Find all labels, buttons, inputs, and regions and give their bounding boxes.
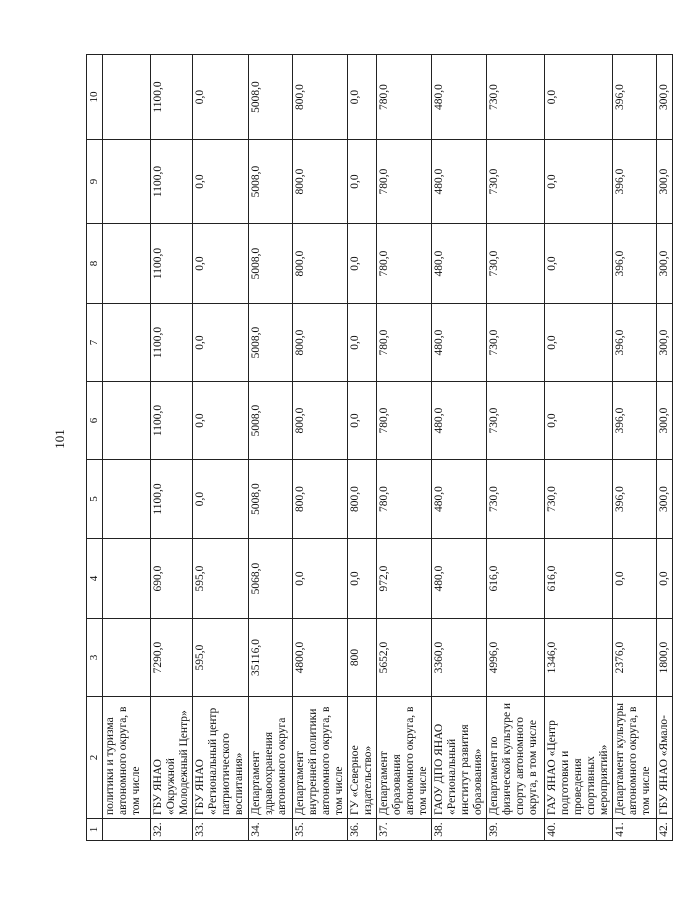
value-cell: 800 xyxy=(348,619,377,697)
page-number: 101 xyxy=(52,429,67,449)
value-cell: 800,0 xyxy=(348,460,377,539)
value-cell: 300,0 xyxy=(657,304,673,382)
value-cell: 0,0 xyxy=(193,460,249,539)
value-cell: 1100,0 xyxy=(151,224,193,304)
value-cell: 480,0 xyxy=(432,382,487,460)
value-cell: 800,0 xyxy=(293,55,348,140)
header-cell: 5 xyxy=(87,460,103,539)
row-number-cell: 39. xyxy=(487,819,545,841)
value-cell: 0,0 xyxy=(348,382,377,460)
value-cell: 690,0 xyxy=(151,539,193,619)
name-cell: ГУ «Северное издательство» xyxy=(348,697,377,819)
value-cell: 480,0 xyxy=(432,539,487,619)
value-cell: 780,0 xyxy=(377,382,432,460)
value-cell: 300,0 xyxy=(657,460,673,539)
table-row xyxy=(432,55,487,841)
value-cell: 800,0 xyxy=(293,224,348,304)
value-cell: 300,0 xyxy=(657,55,673,140)
value-cell: 730,0 xyxy=(487,140,545,224)
value-cell: 0,0 xyxy=(193,55,249,140)
value-cell: 480,0 xyxy=(432,460,487,539)
value-cell: 0,0 xyxy=(193,224,249,304)
value-cell: 5008,0 xyxy=(249,304,293,382)
value-cell xyxy=(103,224,151,304)
value-cell: 780,0 xyxy=(377,224,432,304)
header-cell: 9 xyxy=(87,140,103,224)
table-row xyxy=(293,55,348,841)
value-cell: 800,0 xyxy=(293,460,348,539)
value-cell: 1346,0 xyxy=(545,619,613,697)
value-cell: 1100,0 xyxy=(151,382,193,460)
value-cell: 616,0 xyxy=(487,539,545,619)
value-cell: 300,0 xyxy=(657,382,673,460)
table-row xyxy=(657,55,673,841)
value-cell: 780,0 xyxy=(377,55,432,140)
name-cell: ГБУ ЯНАО «Ямало- xyxy=(657,697,673,819)
value-cell xyxy=(103,539,151,619)
table-row xyxy=(487,55,545,841)
header-cell: 10 xyxy=(87,55,103,140)
name-cell: Департамент образования автономного округа, в том числе xyxy=(377,697,432,819)
budget-table xyxy=(86,54,673,841)
value-cell: 396,0 xyxy=(613,382,657,460)
name-cell: ГАОУ ДПО ЯНАО «Региональный институт развития образования» xyxy=(432,697,487,819)
value-cell: 780,0 xyxy=(377,304,432,382)
value-cell: 780,0 xyxy=(377,460,432,539)
row-number-cell: 41. xyxy=(613,819,657,841)
value-cell: 2376,0 xyxy=(613,619,657,697)
value-cell: 35116,0 xyxy=(249,619,293,697)
value-cell: 0,0 xyxy=(348,304,377,382)
value-cell: 1100,0 xyxy=(151,304,193,382)
value-cell: 396,0 xyxy=(613,55,657,140)
header-row xyxy=(87,55,103,841)
value-cell: 4800,0 xyxy=(293,619,348,697)
name-cell: Департамент здравоохранения автономного округа xyxy=(249,697,293,819)
value-cell: 0,0 xyxy=(348,140,377,224)
value-cell xyxy=(103,55,151,140)
value-cell: 972,0 xyxy=(377,539,432,619)
value-cell: 800,0 xyxy=(293,304,348,382)
value-cell: 396,0 xyxy=(613,460,657,539)
value-cell: 0,0 xyxy=(193,382,249,460)
value-cell: 0,0 xyxy=(545,140,613,224)
value-cell: 0,0 xyxy=(657,539,673,619)
header-cell: 6 xyxy=(87,382,103,460)
value-cell: 0,0 xyxy=(545,382,613,460)
header-cell: 7 xyxy=(87,304,103,382)
value-cell: 3360,0 xyxy=(432,619,487,697)
row-number-cell: 32. xyxy=(151,819,193,841)
table-row xyxy=(613,55,657,841)
row-number-cell: 38. xyxy=(432,819,487,841)
value-cell: 0,0 xyxy=(193,140,249,224)
value-cell: 480,0 xyxy=(432,55,487,140)
name-cell: ГБУ ЯНАО «Окружной Молодежный Центр» xyxy=(151,697,193,819)
row-number-cell: 42. xyxy=(657,819,673,841)
row-number-cell: 35. xyxy=(293,819,348,841)
value-cell: 1100,0 xyxy=(151,140,193,224)
value-cell: 1100,0 xyxy=(151,460,193,539)
value-cell xyxy=(103,382,151,460)
header-cell: 3 xyxy=(87,619,103,697)
value-cell: 800,0 xyxy=(293,140,348,224)
value-cell xyxy=(103,140,151,224)
header-cell: 4 xyxy=(87,539,103,619)
value-cell: 1100,0 xyxy=(151,55,193,140)
value-cell: 595,0 xyxy=(193,539,249,619)
value-cell: 0,0 xyxy=(545,224,613,304)
value-cell: 0,0 xyxy=(348,224,377,304)
value-cell: 300,0 xyxy=(657,224,673,304)
table-row xyxy=(249,55,293,841)
value-cell: 595,0 xyxy=(193,619,249,697)
value-cell: 480,0 xyxy=(432,140,487,224)
value-cell: 616,0 xyxy=(545,539,613,619)
name-cell: Департамент по физической культуре и спорту автономного округа, в том числе xyxy=(487,697,545,819)
value-cell: 7290,0 xyxy=(151,619,193,697)
value-cell: 780,0 xyxy=(377,140,432,224)
value-cell: 730,0 xyxy=(545,460,613,539)
value-cell xyxy=(103,460,151,539)
rotated-table-container xyxy=(86,55,670,841)
value-cell: 396,0 xyxy=(613,224,657,304)
name-cell: ГБУ ЯНАО «Региональный центр патриотического воспитания» xyxy=(193,697,249,819)
value-cell xyxy=(103,304,151,382)
row-number-cell: 36. xyxy=(348,819,377,841)
name-cell: политики и туризма автономного округа, в том числе xyxy=(103,697,151,819)
name-cell: Департамент внутренней политики автономного округа, в том числе xyxy=(293,697,348,819)
value-cell: 0,0 xyxy=(545,304,613,382)
row-number-cell: 40. xyxy=(545,819,613,841)
value-cell: 0,0 xyxy=(545,55,613,140)
value-cell: 730,0 xyxy=(487,382,545,460)
name-cell: Департамент культуры автономного округа, в том числе xyxy=(613,697,657,819)
value-cell: 5008,0 xyxy=(249,224,293,304)
table-row xyxy=(151,55,193,841)
value-cell: 800,0 xyxy=(293,382,348,460)
row-number-cell: 37. xyxy=(377,819,432,841)
value-cell: 480,0 xyxy=(432,304,487,382)
value-cell xyxy=(103,619,151,697)
value-cell: 0,0 xyxy=(193,304,249,382)
header-cell: 8 xyxy=(87,224,103,304)
value-cell: 4996,0 xyxy=(487,619,545,697)
table-body xyxy=(87,55,673,841)
table-row xyxy=(377,55,432,841)
row-number-cell: 33. xyxy=(193,819,249,841)
table-row xyxy=(193,55,249,841)
value-cell: 300,0 xyxy=(657,140,673,224)
value-cell: 1800,0 xyxy=(657,619,673,697)
value-cell: 730,0 xyxy=(487,460,545,539)
value-cell: 396,0 xyxy=(613,304,657,382)
value-cell: 396,0 xyxy=(613,140,657,224)
value-cell: 0,0 xyxy=(613,539,657,619)
value-cell: 5008,0 xyxy=(249,55,293,140)
value-cell: 0,0 xyxy=(293,539,348,619)
table-row xyxy=(348,55,377,841)
value-cell: 480,0 xyxy=(432,224,487,304)
header-cell: 2 xyxy=(87,697,103,819)
table-row xyxy=(103,55,151,841)
value-cell: 5652,0 xyxy=(377,619,432,697)
value-cell: 5068,0 xyxy=(249,539,293,619)
value-cell: 730,0 xyxy=(487,224,545,304)
value-cell: 0,0 xyxy=(348,539,377,619)
table-row xyxy=(545,55,613,841)
value-cell: 5008,0 xyxy=(249,460,293,539)
value-cell: 730,0 xyxy=(487,304,545,382)
row-number-cell xyxy=(103,819,151,841)
value-cell: 5008,0 xyxy=(249,140,293,224)
row-number-cell: 34. xyxy=(249,819,293,841)
value-cell: 0,0 xyxy=(348,55,377,140)
header-cell: 1 xyxy=(87,819,103,841)
value-cell: 730,0 xyxy=(487,55,545,140)
name-cell: ГАУ ЯНАО «Центр подготовки и проведения спортивных мероприятий» xyxy=(545,697,613,819)
value-cell: 5008,0 xyxy=(249,382,293,460)
